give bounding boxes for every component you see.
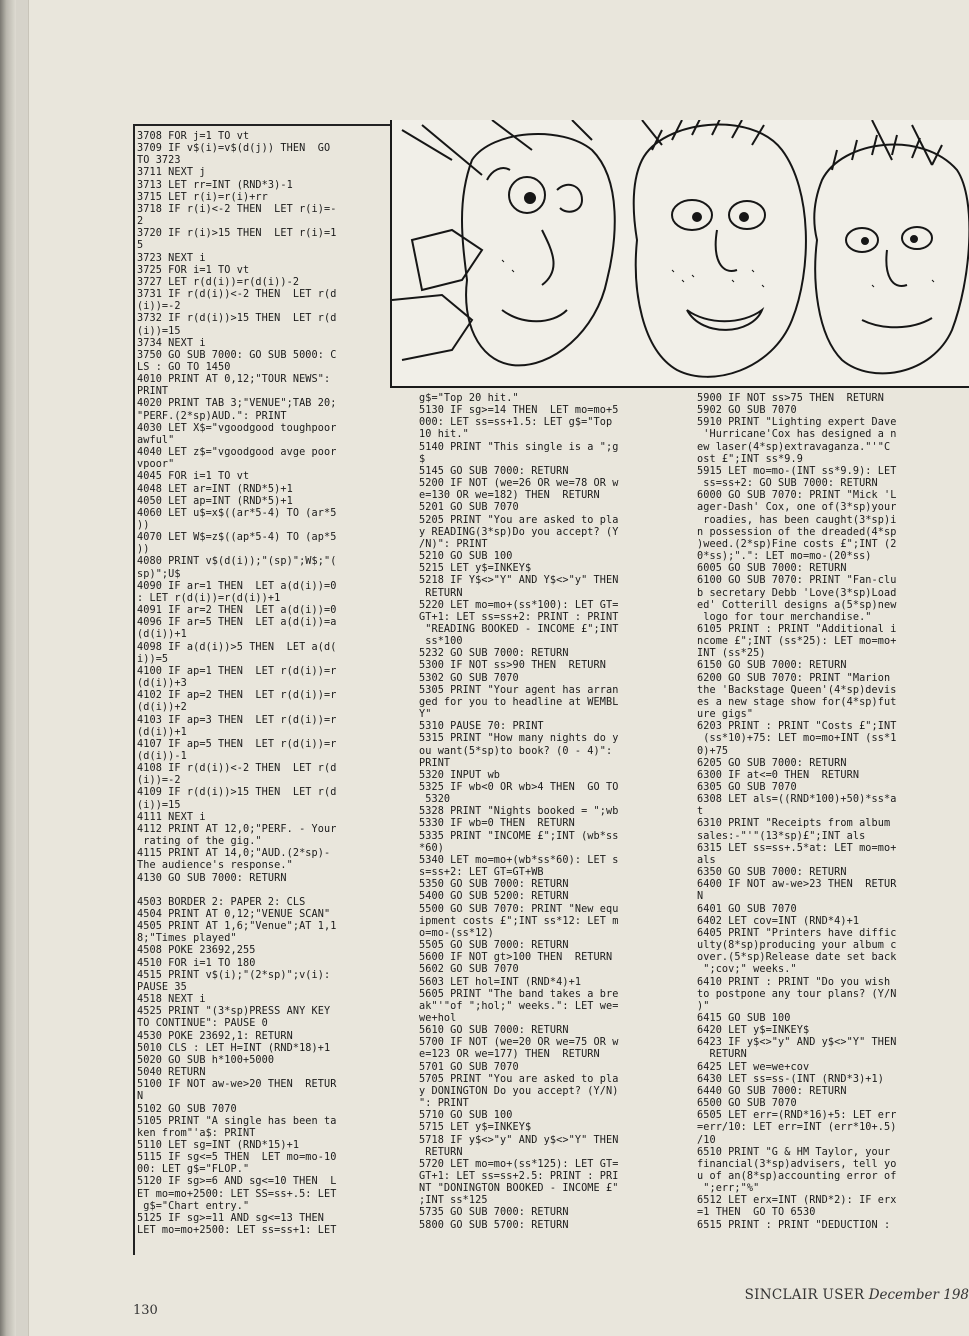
listing-line: 6402 LET cov=INT (RND*4)+1 — [697, 915, 860, 927]
listing-line: 5330 IF wb=0 THEN RETURN — [419, 818, 575, 830]
listing-line: 4508 POKE 23692,255 — [137, 945, 256, 957]
listing-line: sales:-"'"(13*sp)£";INT als — [697, 830, 866, 842]
listing-line: 5140 PRINT "This single is a ";g — [419, 441, 619, 453]
listing-line: 5701 GO SUB 7070 — [419, 1061, 519, 1073]
listing-line: 6203 PRINT : PRINT "Costs £";INT — [697, 721, 897, 733]
listing-line: 6005 GO SUB 7000: RETURN — [697, 563, 847, 575]
listing-line: 00: LET g$="FLOP." — [137, 1164, 250, 1176]
listing-line: )weed.(2*sp)Fine costs £";INT (2 — [697, 538, 897, 550]
listing-line: (i))=-2 — [137, 775, 181, 787]
listing-line: ed' Cotterill designs a(5*sp)new — [697, 599, 897, 611]
listing-line: 5605 PRINT "The band takes a bre — [419, 988, 619, 1000]
listing-line: 5715 LET y$=INKEY$ — [419, 1122, 532, 1134]
listing-line: 4010 PRINT AT 0,12;"TOUR NEWS": — [137, 374, 331, 386]
listing-line: 5115 IF sg<=5 THEN LET mo=mo-10 — [137, 1152, 337, 1164]
listing-line: ulty(8*sp)producing your album c — [697, 940, 897, 952]
listing-line: 3715 LET r(i)=r(i)+rr — [137, 191, 268, 203]
issue-date: December 198 — [868, 1287, 969, 1303]
listing-line: 5205 PRINT "You are asked to pla — [419, 514, 619, 526]
listing-line: 6310 PRINT "Receipts from album — [697, 818, 891, 830]
listing-line: 4091 IF ar=2 THEN LET a(d(i))=0 — [137, 605, 337, 617]
listing-line: 6440 GO SUB 7000: RETURN — [697, 1085, 847, 1097]
listing-line: GT+1: LET ss=ss+2.5: PRINT : PRI — [419, 1171, 619, 1182]
listing-line: N — [697, 891, 704, 903]
listing-line: 10 hit." — [419, 429, 469, 441]
listing-line: y READING(3*sp)Do you accept? (Y — [419, 526, 619, 538]
listing-line: g$="Top 20 hit." — [419, 393, 519, 404]
listing-line: 5900 IF NOT ss>75 THEN RETURN — [697, 393, 885, 404]
listing-line: 4050 LET ap=INT (RND*5)+1 — [137, 495, 293, 507]
listing-line: 5320 — [419, 794, 451, 806]
listing-line: 5102 GO SUB 7070 — [137, 1103, 237, 1115]
page-binding-shadow — [0, 0, 16, 1336]
listing-line: 3708 FOR j=1 TO vt — [137, 131, 250, 142]
listing-line: 6350 GO SUB 7000: RETURN — [697, 867, 847, 879]
listing-line: 5602 GO SUB 7070 — [419, 964, 519, 976]
listing-line: 4030 LET X$="vgoodgood toughpoor — [137, 422, 337, 434]
listing-line: 6105 PRINT : PRINT "Additional i — [697, 623, 897, 635]
listing-line: ipment costs £";INT ss*12: LET m — [419, 915, 619, 927]
listing-line: LS : GO TO 1450 — [137, 361, 231, 373]
listing-line: awful" — [137, 434, 175, 446]
listing-line: ken from"'a$: PRINT — [137, 1127, 256, 1139]
listing-line: 5020 GO SUB h*100+5000 — [137, 1054, 275, 1066]
listing-line: roadies, has been caught(3*sp)i — [697, 514, 897, 526]
listing-line: )) — [137, 520, 150, 531]
listing-line: RETURN — [697, 1049, 747, 1061]
listing-line: rating of the gig." — [137, 836, 262, 848]
listing-line: to postpone any tour plans? (Y/N — [697, 988, 897, 1000]
listing-line: 5910 PRINT "Lighting expert Dave — [697, 417, 897, 429]
listing-line: 5302 GO SUB 7070 — [419, 672, 519, 684]
listing-line: als — [697, 854, 716, 866]
listing-line: 3732 IF r(d(i))>15 THEN LET r(d — [137, 313, 337, 325]
listing-line: 4060 LET u$=x$((ar*5-4) TO (ar*5 — [137, 507, 337, 519]
listing-line: "PERF.(2*sp)AUD.": PRINT — [137, 410, 287, 422]
listing-line: 4108 IF r(d(i))<-2 THEN LET r(d — [137, 763, 337, 775]
listing-line: 6425 LET we=we+cov — [697, 1061, 810, 1073]
listing-line: 5902 GO SUB 7070 — [697, 405, 797, 417]
listing-line: n possession of the dreaded(4*sp — [697, 526, 897, 538]
listing-line: 5100 IF NOT aw-we>20 THEN RETUR — [137, 1079, 337, 1091]
listing-line: ged for you to headline at WEMBL — [419, 696, 619, 708]
listing-line: 5315 PRINT "How many nights do y — [419, 733, 619, 745]
listing-line: over.(5*sp)Release date set back — [697, 952, 897, 964]
listing-line: 5328 PRINT "Nights booked = ";wb — [419, 806, 619, 818]
listing-line: 5350 GO SUB 7000: RETURN — [419, 879, 569, 891]
listing-line: 6420 LET y$=INKEY$ — [697, 1025, 810, 1037]
listing-line: 6308 LET als=((RND*100)+50)*ss*a — [697, 794, 897, 806]
listing-line: ure gigs" — [697, 709, 754, 721]
listing-line: 3723 NEXT i — [137, 252, 206, 264]
listing-line: ET mo=mo+2500: LET SS=ss+.5: LET — [137, 1188, 337, 1200]
listing-line: 4112 PRINT AT 12,0;"PERF. - Your — [137, 823, 337, 835]
listing-line: (i))=15 — [137, 799, 181, 811]
listing-line: ss*100 — [419, 636, 463, 648]
listing-line: 3734 NEXT i — [137, 337, 206, 349]
listing-line: i))=5 — [137, 653, 169, 665]
listing-line: 3709 IF v$(i)=v$(d(j)) THEN GO — [137, 143, 331, 155]
listing-line: 3713 LET rr=INT (RND*3)-1 — [137, 179, 293, 191]
listing-column-2 — [419, 393, 681, 1232]
listing-line: "READING BOOKED - INCOME £";INT — [419, 623, 619, 635]
listing-line: (i))=15 — [137, 325, 181, 337]
listing-line: 5705 PRINT "You are asked to pla — [419, 1073, 619, 1085]
listing-line: 4090 IF ar=1 THEN LET a(d(i))=0 — [137, 580, 337, 592]
listing-line: (d(i))+3 — [137, 678, 187, 690]
listing-line: 5215 LET y$=INKEY$ — [419, 563, 532, 575]
listing-line: 4515 PRINT v$(i);"(2*sp)";v(i): — [137, 969, 331, 981]
listing-line: 0*ss);".": LET mo=mo-(20*ss) — [697, 551, 872, 563]
listing-line: (ss*10)+75: LET mo=mo+INT (ss*1 — [697, 733, 897, 745]
listing-line: b secretary Debb 'Love(3*sp)Load — [697, 587, 897, 599]
listing-line: 6100 GO SUB 7070: PRINT "Fan-clu — [697, 575, 897, 587]
listing-line: 4130 GO SUB 7000: RETURN — [137, 872, 287, 884]
listing-line: 4518 NEXT i — [137, 994, 206, 1006]
listing-line: 5735 GO SUB 7000: RETURN — [419, 1207, 569, 1219]
listing-line: ost £";INT ss*9.9 — [697, 453, 803, 465]
listing-line: 5130 IF sg>=14 THEN LET mo=mo+5 — [419, 405, 619, 417]
listing-column-3 — [697, 393, 969, 1232]
listing-line: 5125 IF sg>=11 AND sg<=13 THEN — [137, 1212, 325, 1224]
listing-line: 3725 FOR i=1 TO vt — [137, 264, 250, 276]
listing-line: 5120 IF sg>=6 AND sg<=10 THEN L — [137, 1176, 337, 1188]
listing-line: )) — [137, 544, 150, 556]
listing-line: 4048 LET ar=INT (RND*5)+1 — [137, 483, 293, 495]
listing-line: 4109 IF r(d(i))>15 THEN LET r(d — [137, 787, 337, 799]
listing-line: )" — [697, 1000, 710, 1012]
listing-line: 5340 LET mo=mo+(wb*ss*60): LET s — [419, 854, 619, 866]
listing-line: ager-Dash' Cox, one of(3*sp)your — [697, 502, 897, 514]
listing-line: financial(3*sp)advisers, tell yo — [697, 1158, 897, 1170]
listing-line: /N)": PRINT — [419, 538, 488, 550]
listing-line: 5320 INPUT wb — [419, 769, 501, 781]
listing-line: we+hol — [419, 1012, 457, 1024]
listing-line: NT "DONINGTON BOOKED - INCOME £" — [419, 1183, 619, 1195]
listing-line: =err/10: LET err=INT (err*10+.5) — [697, 1122, 897, 1134]
listing-line: g$="Chart entry." — [137, 1200, 250, 1212]
listing-line: ss=ss+2: GO SUB 7000: RETURN — [697, 478, 878, 490]
magazine-footer — [745, 1287, 969, 1303]
listing-column-1 — [137, 131, 387, 1237]
listing-line: LET mo=mo+2500: LET ss=ss+1: LET — [137, 1225, 337, 1237]
listing-line: Y" — [419, 709, 432, 721]
listing-line: 4098 IF a(d(i))>5 THEN LET a(d( — [137, 641, 337, 653]
listing-line: o=mo-(ss*12) — [419, 927, 494, 939]
listing-line: 'Hurricane'Cox has designed a n — [697, 429, 897, 441]
listing-line: (i))=-2 — [137, 301, 181, 313]
listing-line: (d(i))+2 — [137, 702, 187, 714]
listing-line: 3750 GO SUB 7000: GO SUB 5000: C — [137, 349, 337, 361]
listing-line: TO CONTINUE": PAUSE 0 — [137, 1018, 268, 1030]
listing-line: 5710 GO SUB 100 — [419, 1110, 513, 1122]
listing-line: 6000 GO SUB 7070: PRINT "Mick 'L — [697, 490, 897, 502]
listing-line: 5040 RETURN — [137, 1067, 206, 1079]
listing-line: 6505 LET err=(RND*16)+5: LET err — [697, 1110, 897, 1122]
listing-line: 5210 GO SUB 100 — [419, 551, 513, 563]
listing-line: 5 — [137, 240, 144, 252]
listing-line: 4103 IF ap=3 THEN LET r(d(i))=r — [137, 714, 337, 726]
listing-line: 5603 LET hol=INT (RND*4)+1 — [419, 976, 582, 988]
listing-line: sp)";U$ — [137, 568, 181, 580]
listing-line: 4530 POKE 23692,1: RETURN — [137, 1030, 293, 1042]
listing-line: 5145 GO SUB 7000: RETURN — [419, 465, 569, 477]
listing-line: s=ss+2: LET GT=GT+WB — [419, 867, 544, 879]
listing-line: INT (ss*25) — [697, 648, 766, 660]
listing-line: 4080 PRINT v$(d(i));"(sp)";W$;"( — [137, 556, 337, 568]
listing-line: 4020 PRINT TAB 3;"VENUE";TAB 20; — [137, 398, 337, 410]
listing-line: 4100 IF ap=1 THEN LET r(d(i))=r — [137, 665, 337, 677]
listing-line: the 'Backstage Queen'(4*sp)devis — [697, 684, 897, 696]
listing-line: PRINT — [419, 757, 451, 769]
listing-line: 5310 PAUSE 70: PRINT — [419, 721, 544, 733]
listing-line: 6510 PRINT "G & HM Taylor, your — [697, 1146, 891, 1158]
listing-line: 6415 GO SUB 100 — [697, 1012, 791, 1024]
listing-line: The audience's response." — [137, 860, 293, 872]
listing-line: 5335 PRINT "INCOME £";INT (wb*ss — [419, 830, 619, 842]
listing-line: 5720 LET mo=mo+(ss*125): LET GT= — [419, 1158, 619, 1170]
listing-line: 6405 PRINT "Printers have diffic — [697, 927, 897, 939]
listing-line: 5232 GO SUB 7000: RETURN — [419, 648, 569, 660]
magazine-title: SINCLAIR USER — [744, 1287, 865, 1303]
listing-line: 6315 LET ss=ss+.5*at: LET mo=mo+ — [697, 842, 897, 854]
listing-line: 5201 GO SUB 7070 — [419, 502, 519, 514]
listing-line: 6300 IF at<=0 THEN RETURN — [697, 769, 860, 781]
listing-line: RETURN — [419, 587, 463, 599]
listing-line: 5400 GO SUB 5200: RETURN — [419, 891, 569, 903]
listing-line: 3718 IF r(i)<-2 THEN LET r(i)=- — [137, 203, 337, 215]
listing-line: es a new stage show for(4*sp)fut — [697, 696, 897, 708]
listing-line: y DONINGTON Do you accept? (Y/N) — [419, 1085, 619, 1097]
listing-line: 4102 IF ap=2 THEN LET r(d(i))=r — [137, 690, 337, 702]
listing-line: : LET r(d(i))=r(d(i))+1 — [137, 592, 281, 604]
listing-line: 5200 IF NOT (we=26 OR we=78 OR w — [419, 478, 619, 490]
listing-line: logo for tour merchandise." — [697, 611, 872, 623]
listing-line: 2 — [137, 216, 144, 228]
listing-line: *60) — [419, 842, 444, 854]
listing-line: 6305 GO SUB 7070 — [697, 782, 797, 793]
listing-line: 5718 IF y$<>"y" AND y$<>"Y" THEN — [419, 1134, 619, 1146]
listing-line: t — [697, 806, 704, 818]
listing-line: N — [137, 1091, 144, 1103]
listing-line: 5110 LET sg=INT (RND*15)+1 — [137, 1139, 300, 1151]
listing-line: 000: LET ss=ss+1.5: LET g$="Top — [419, 417, 613, 429]
listing-line: ak"'"of ";hol;" weeks.": LET we= — [419, 1000, 619, 1012]
listing-line: 0)+75 — [697, 745, 729, 757]
listing-line: 6430 LET ss=ss-(INT (RND*3)+1) — [697, 1073, 885, 1085]
listing-line: 3731 IF r(d(i))<-2 THEN LET r(d — [137, 289, 337, 301]
listing-line: 3720 IF r(i)>15 THEN LET r(i)=1 — [137, 228, 337, 240]
listing-line: 6512 LET erx=INT (RND*2): IF erx — [697, 1195, 897, 1207]
listing-line: 4115 PRINT AT 14,0;"AUD.(2*sp)- — [137, 848, 331, 860]
listing-line: ;INT ss*125 — [419, 1195, 488, 1207]
listing-line: 4510 FOR i=1 TO 180 — [137, 957, 256, 969]
listing-line: 5325 IF wb<0 OR wb>4 THEN GO TO — [419, 782, 619, 793]
listing-line: 5800 GO SUB 5700: RETURN — [419, 1219, 569, 1231]
listing-line: $ — [419, 453, 426, 465]
listing-line: 5600 IF NOT gt>100 THEN RETURN — [419, 952, 613, 964]
listing-line: ";err;"%" — [697, 1183, 760, 1195]
listing-line: 6410 PRINT : PRINT "Do you wish — [697, 976, 891, 988]
listing-line: 5610 GO SUB 7000: RETURN — [419, 1025, 569, 1037]
listing-line: 6401 GO SUB 7070 — [697, 903, 797, 915]
listing-line: 6150 GO SUB 7000: RETURN — [697, 660, 847, 672]
cartoon-illustration — [390, 120, 969, 388]
listing-line: 5010 CLS : LET H=INT (RND*18)+1 — [137, 1042, 331, 1054]
listing-line: 6423 IF y$<>"y" AND y$<>"Y" THEN — [697, 1037, 897, 1049]
listing-line: 5220 LET mo=mo+(ss*100): LET GT= — [419, 599, 619, 611]
listing-line: 5915 LET mo=mo-(INT ss*9.9): LET — [697, 465, 897, 477]
listing-line: 8;"Times played" — [137, 933, 237, 945]
listing-line: 4107 IF ap=5 THEN LET r(d(i))=r — [137, 738, 337, 750]
listing-line: GT+1: LET ss=ss+2: PRINT : PRINT — [419, 611, 619, 623]
listing-line: 4040 LET z$="vgoodgood avge poor — [137, 447, 337, 459]
listing-line: 5305 PRINT "Your agent has arran — [419, 684, 619, 696]
listing-line: 5105 PRINT "A single has been ta — [137, 1115, 337, 1127]
listing-line: 6400 IF NOT aw-we>23 THEN RETUR — [697, 879, 897, 891]
listing-line: 6200 GO SUB 7070: PRINT "Marion — [697, 672, 891, 684]
listing-line: 5500 GO SUB 7070: PRINT "New equ — [419, 903, 619, 915]
page-number: 130 — [133, 1303, 158, 1318]
listing-line: (d(i))+1 — [137, 726, 187, 738]
listing-line: PAUSE 35 — [137, 981, 187, 993]
listing-line: 3727 LET r(d(i))=r(d(i))-2 — [137, 276, 300, 288]
listing-line: /10 — [697, 1134, 716, 1146]
listing-line: 5505 GO SUB 7000: RETURN — [419, 940, 569, 952]
listing-line: 4070 LET W$=z$((ap*5-4) TO (ap*5 — [137, 532, 337, 544]
listing-line — [137, 885, 387, 897]
listing-line: 4045 FOR i=1 TO vt — [137, 471, 250, 483]
listing-line: =1 THEN GO TO 6530 — [697, 1207, 816, 1219]
listing-line: 6500 GO SUB 7070 — [697, 1098, 797, 1110]
listing-line: ncome £";INT (ss*25): LET mo=mo+ — [697, 636, 897, 648]
listing-line: ew laser(4*sp)extravaganza."'"C — [697, 441, 891, 453]
listing-line: 5218 IF Y$<>"Y" AND Y$<>"y" THEN — [419, 575, 619, 587]
listing-line: (d(i))+1 — [137, 629, 187, 641]
listing-line: PRINT — [137, 386, 169, 398]
listing-line: 4096 IF ar=5 THEN LET a(d(i))=a — [137, 617, 337, 629]
listing-line: TO 3723 — [137, 155, 181, 167]
listing-line: 4525 PRINT "(3*sp)PRESS ANY KEY — [137, 1006, 331, 1018]
listing-line: 5300 IF NOT ss>90 THEN RETURN — [419, 660, 607, 672]
listing-line: RETURN — [419, 1146, 463, 1158]
listing-line: 4505 PRINT AT 1,6;"Venue";AT 1,1 — [137, 921, 337, 933]
listing-line: ";cov;" weeks." — [697, 964, 797, 976]
listing-line: 4503 BORDER 2: PAPER 2: CLS — [137, 896, 306, 908]
listing-line: 4504 PRINT AT 0,12;"VENUE SCAN" — [137, 909, 331, 920]
listing-line: 5700 IF NOT (we=20 OR we=75 OR w — [419, 1037, 619, 1049]
listing-line: (d(i))-1 — [137, 750, 187, 762]
listing-line: 6205 GO SUB 7000: RETURN — [697, 757, 847, 769]
listing-line: 4111 NEXT i — [137, 811, 206, 823]
listing-line: ": PRINT — [419, 1098, 469, 1110]
listing-line: vpoor" — [137, 459, 175, 471]
cartoon-drawing — [392, 120, 969, 388]
facing-page-edge — [16, 0, 29, 1336]
listing-line: 6515 PRINT : PRINT "DEDUCTION : — [697, 1219, 891, 1231]
listing-line: e=123 OR we=177) THEN RETURN — [419, 1049, 600, 1061]
listing-line: 3711 NEXT j — [137, 167, 206, 179]
listing-line: e=130 OR we=182) THEN RETURN — [419, 490, 600, 502]
listing-line: u of an(8*sp)accounting error of — [697, 1171, 897, 1182]
listing-line: ou want(5*sp)to book? (0 - 4)": — [419, 745, 613, 757]
